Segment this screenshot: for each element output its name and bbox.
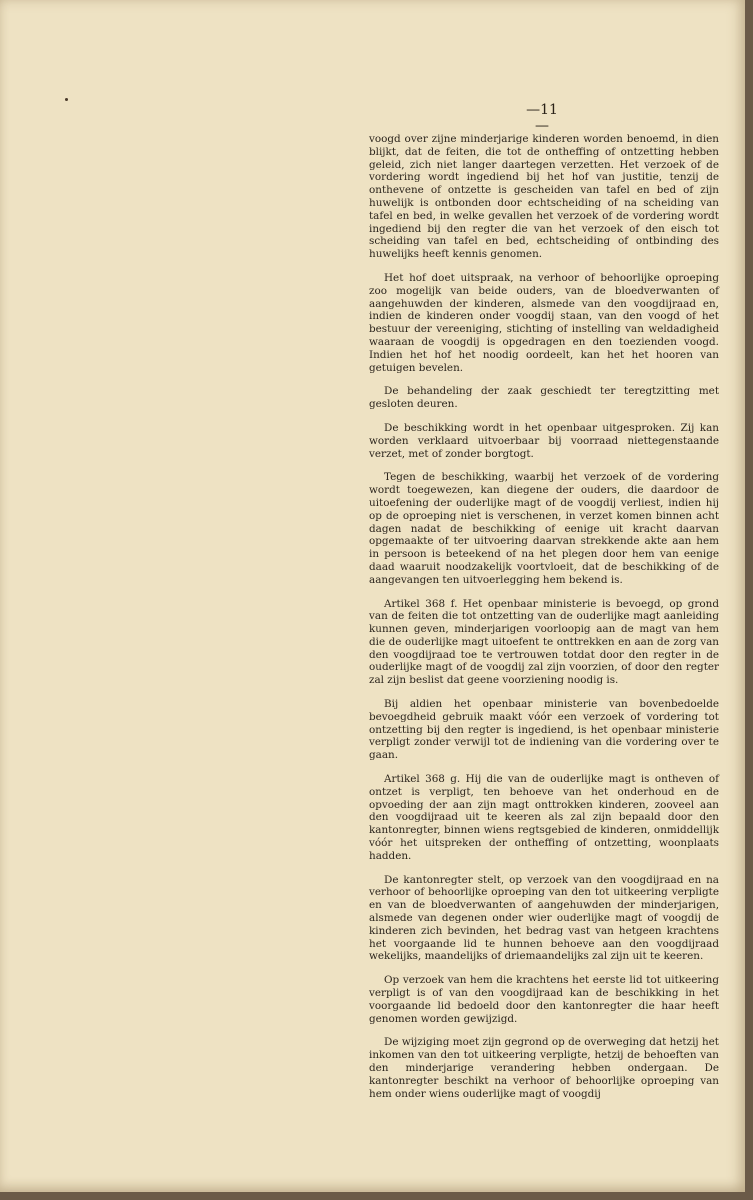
scan-edge-bottom — [0, 1192, 753, 1200]
paragraph: Het hof doet uitspraak, na verhoor of behoorlijke oproeping zoo mogelijk van beide ouders, van de bloedverwanten of aangehuwden der kinderen, alsmede van den voogdijraad en, indien de kinderen onder voogdij staan, van den voogd of het bestuur der vereeniging, stichting of instelling van weldadigheid waaraan de voogdij is opgedragen en den toezienden voogd. Indien het hof het noodig oordeelt, kan het het hooren van getuigen bevelen. — [369, 271, 719, 374]
paragraph: Op verzoek van hem die krachtens het eerste lid tot uitkeering verpligt is of van den voogdijraad kan de beschikking in het voorgaande lid bedoeld door den kantonregter die haar heeft genomen worden gewijzigd. — [369, 974, 719, 1025]
page-number: —11— — [526, 102, 558, 134]
scan-edge-right — [745, 0, 753, 1200]
paragraph-article-368g: Artikel 368 g. Hij die van de ouderlijke magt is ontheven of ontzet is verpligt, ten behoeve van het onderhoud en de opvoeding der aan zijn magt onttrokken kinderen, zooveel aan den voogdijraad uit te keeren als zal zijn bepaald door den kantonregter, binnen wiens regtsgebied de kinderen, onmiddellijk vóór het uitspreken der ontheffing of ontzetting, woonplaats hadden. — [369, 773, 719, 862]
paragraph-continuation: voogd over zijne minderjarige kinderen worden benoemd, in dien blijkt, dat de feiten, die tot de ontheffing of ontzetting hebben geleid, zich niet langer daartegen verzetten. Het verzoek of de vordering wordt ingediend bij het hof van justitie, tenzij de onthevene of ontzette is gescheiden van tafel en bed of zijn huwelijk is ontbonden door echtscheiding of na scheiding van tafel en bed, in welke gevallen het verzoek of de vordering wordt ingediend bij den regter die van het verzoek of den eisch tot scheiding van tafel en bed, echtscheiding of ontbinding des huwelijks heeft kennis genomen. — [369, 133, 719, 261]
ink-speck — [65, 98, 68, 101]
paragraph: Tegen de beschikking, waarbij het verzoek of de vordering wordt toegewezen, kan diegene der ouders, die daardoor de uitoefening der ouderlijke magt of de voogdij verliest, indien hij op de oproeping niet is verschenen, in verzet komen binnen acht dagen nadat de beschikking of eenige uit kracht daarvan opgemaakte of ter uitvoering daarvan strekkende akte aan hem in persoon is beteekend of na het plegen door hem van eenige daad waaruit noodzakelijk voortvloeit, dat de beschikking of de aangevangen ten uitvoerlegging hem bekend is. — [369, 471, 719, 586]
paragraph: De wijziging moet zijn gegrond op de overweging dat hetzij het inkomen van den tot uitkeering verpligte, hetzij de behoeften van den minderjarige verandering hebben ondergaan. De kantonregter beschikt na verhoor of behoorlijke oproeping van hem onder wiens ouderlijke magt of voogdij — [369, 1036, 719, 1100]
paragraph: De behandeling der zaak geschiedt ter teregtzitting met gesloten deuren. — [369, 385, 719, 411]
paragraph-article-368f: Artikel 368 f. Het openbaar ministerie is bevoegd, op grond van de feiten die tot ontzetting van de ouderlijke magt aanleiding kunnen geven, minderjarigen voorloopig aan de magt van hem die de ouderlijke magt uitoefent te onttrekken en aan de zorg van den voogdijraad toe te vertrouwen totdat door den regter in de ouderlijke magt of de voogdij zal zijn voorzien, of door den regter zal zijn beslist dat geene voorziening noodig is. — [369, 597, 719, 687]
paragraph: De kantonregter stelt, op verzoek van den voogdijraad en na verhoor of behoorlijke oproeping van den tot uitkeering verpligte en van de bloedverwanten of aangehuwden der minderjarigen, alsmede van degenen onder wier ouderlijke magt of voogdij de kinderen zich bevinden, het bedrag vast van hetgeen krachtens het voorgaande lid te hunnen behoeve aan den voogdijraad wekelijks, maandelijks of driemaandelijks zal zijn uit te keeren. — [369, 873, 719, 963]
body-text-column — [369, 133, 719, 1111]
paragraph: Bij aldien het openbaar ministerie van bovenbedoelde bevoegdheid gebruik maakt vóór een verzoek of vordering tot ontzetting bij den regter is ingediend, is het openbaar ministerie verpligt zonder verwijl tot de indiening van die vordering over te gaan. — [369, 698, 719, 762]
paragraph: De beschikking wordt in het openbaar uitgesproken. Zij kan worden verklaard uitvoerbaar bij voorraad niettegenstaande verzet, met of zonder borgtogt. — [369, 421, 719, 460]
